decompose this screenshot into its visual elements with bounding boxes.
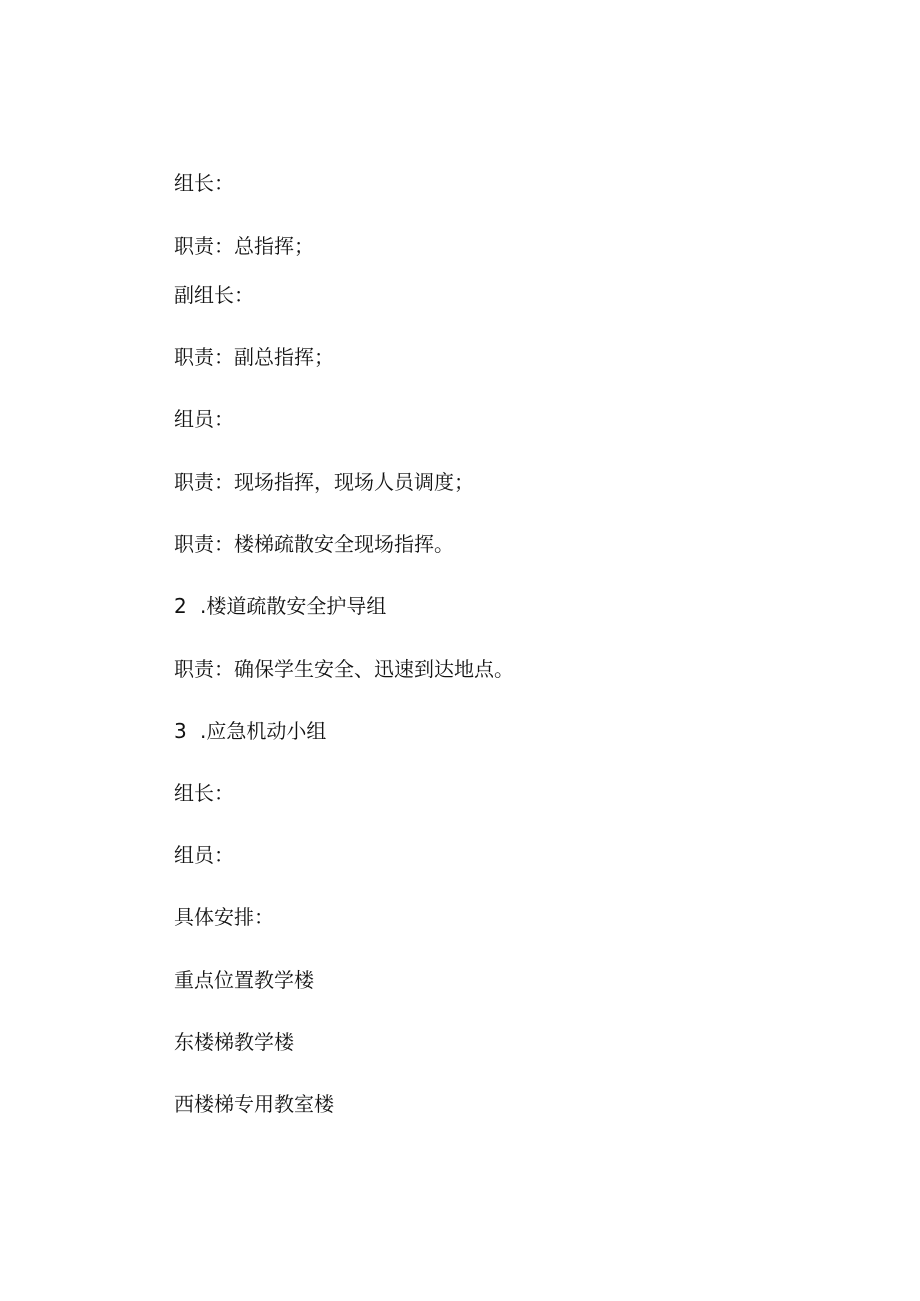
section-prefix: . [200,719,207,743]
line-text: 组长： [174,171,234,195]
section-number: 2 [174,594,187,618]
line-text: 东楼梯教学楼 [174,1030,294,1054]
section-number: 3 [174,719,187,743]
text-line-leader-2 [174,780,234,806]
line-text: 职责：确保学生安全、迅速到达地点。 [174,657,514,681]
section-title: 楼道疏散安全护导组 [206,594,387,618]
text-line-members [174,406,234,432]
text-line-duty-safety [174,656,514,682]
text-line-leader [174,170,234,196]
section-title: 应急机动小组 [206,719,327,743]
text-line-deputy-leader [174,282,254,308]
text-line-duty-commander [174,233,314,259]
line-text: 西楼梯专用教室楼 [174,1092,334,1116]
text-line-arrangement [174,904,274,930]
line-text: 职责：副总指挥； [174,345,334,369]
line-text: 副组长： [174,283,254,307]
text-line-duty-deputy [174,344,334,370]
line-text: 职责：楼梯疏散安全现场指挥。 [174,532,454,556]
line-text: 组员： [174,843,234,867]
text-line-key-location [174,967,314,993]
line-text: 职责：总指挥； [174,234,314,258]
line-text: 重点位置教学楼 [174,968,314,992]
line-text: 组员： [174,407,234,431]
text-line-east-stairs [174,1029,294,1055]
section-prefix: . [200,594,207,618]
line-text: 具体安排： [174,905,274,929]
text-line-duty-stairs [174,531,454,557]
text-line-west-stairs [174,1091,334,1117]
line-text: 组长： [174,781,234,805]
section-heading-3 [174,718,326,744]
text-line-duty-onsite [174,469,474,495]
line-text: 职责：现场指挥，现场人员调度； [174,470,474,494]
section-heading-2 [174,593,386,619]
text-line-members-2 [174,842,234,868]
